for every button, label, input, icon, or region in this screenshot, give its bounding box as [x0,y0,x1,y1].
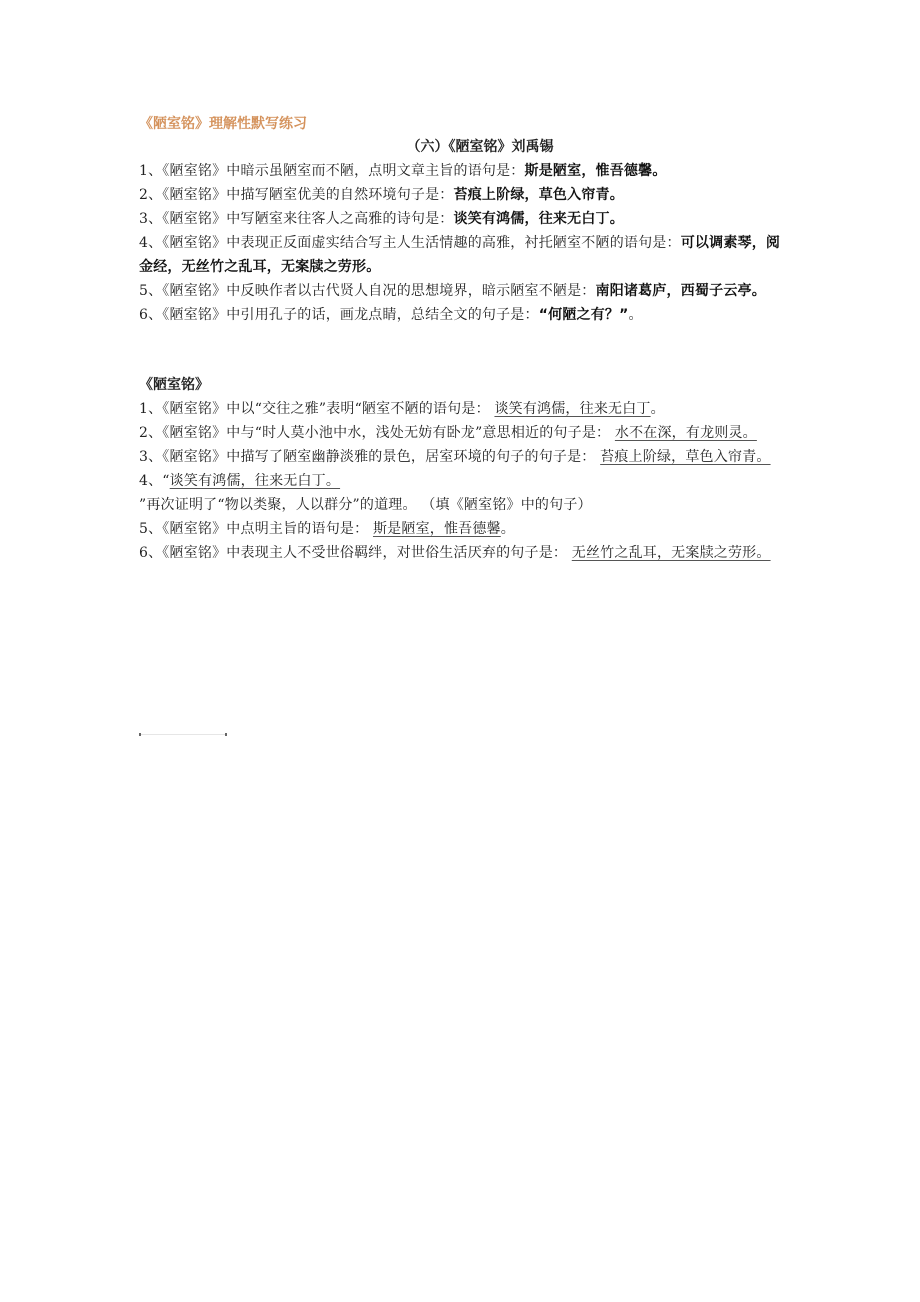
answer-suffix: ”再次证明了“物以类聚，人以群分”的道理。 （填《陋室铭》中的句子） [139,497,592,513]
answer-suffix: 。 [500,521,515,537]
part2-title: 《陋室铭》 [139,377,209,393]
part2-item-3 [139,445,791,469]
part2-item-1 [139,397,791,421]
answer-text: 苔痕上阶绿，草色入帘青。 [453,187,624,203]
question-prompt: 3、《陋室铭》中描写了陋室幽静淡雅的景色，居室环境的句子的句子是： [139,449,601,465]
question-prompt: 3、《陋室铭》中写陋室来往客人之高雅的诗句是： [139,211,454,227]
part1-item-5 [139,279,791,303]
part1-item-3 [139,207,791,231]
document-title: 《陋室铭》理解性默写练习 [139,116,307,132]
answer-text: 斯是陋室，惟吾德馨 [372,521,501,537]
footnote-divider [139,734,227,735]
answer-text: “何陋之有？” [538,307,629,323]
part1-list [139,159,791,327]
answer-text: 可以调素琴，阅金经，无丝竹之乱耳，无案牍之劳形。 [139,235,781,275]
question-prompt: 2、《陋室铭》中与“时人莫小池中水，浅处无妨有卧龙”意思相近的句子是： [139,425,615,441]
answer-text: 谈笑有鸿儒，往来无白丁 [494,401,651,417]
part2-item-6 [139,541,791,565]
answer-text: 苔痕上阶绿，草色入帘青。 [600,449,771,465]
part2-item-4 [139,469,791,517]
question-prompt: 1、《陋室铭》中以“交往之雅”表明“陋室不陋的语句是： [139,401,495,417]
part1-item-6 [139,303,791,327]
answer-text: 水不在深，有龙则灵。 [614,425,757,441]
question-prompt: 2、《陋室铭》中描写陋室优美的自然环境句子是： [139,187,454,203]
question-prompt: 6、《陋室铭》中表现主人不受世俗羁绊，对世俗生活厌弃的句子是： [139,545,572,561]
part1-item-2 [139,183,791,207]
question-prompt: 4、《陋室铭》中表现正反面虚实结合写主人生活情趣的高雅，衬托陋室不陋的语句是： [139,235,681,251]
answer-suffix: 。 [650,401,665,417]
answer-text: 斯是陋室，惟吾德馨。 [524,163,667,179]
part2-item-5 [139,517,791,541]
answer-text: 谈笑有鸿儒，往来无白丁。 [453,211,624,227]
document-page [139,113,791,565]
answer-suffix: 。 [628,307,643,323]
question-prompt: 4、“ [139,473,170,489]
part2-item-2 [139,421,791,445]
part1-subtitle: （六）《陋室铭》刘禹锡 [406,139,554,155]
answer-text: 谈笑有鸿儒，往来无白丁。 [169,473,341,489]
answer-text: 无丝竹之乱耳，无案牍之劳形。 [571,545,771,561]
part2-section [139,373,791,565]
question-prompt: 1、《陋室铭》中暗示虽陋室而不陋，点明文章主旨的语句是： [139,163,525,179]
question-prompt: 5、《陋室铭》中反映作者以古代贤人自况的思想境界，暗示陋室不陋是： [139,283,596,299]
part1-item-4 [139,231,791,279]
question-prompt: 6、《陋室铭》中引用孔子的话，画龙点睛，总结全文的句子是： [139,307,539,323]
part1-item-1 [139,159,791,183]
question-prompt: 5、《陋室铭》中点明主旨的语句是： [139,521,373,537]
answer-text: 南阳诸葛庐，西蜀子云亭。 [595,283,766,299]
